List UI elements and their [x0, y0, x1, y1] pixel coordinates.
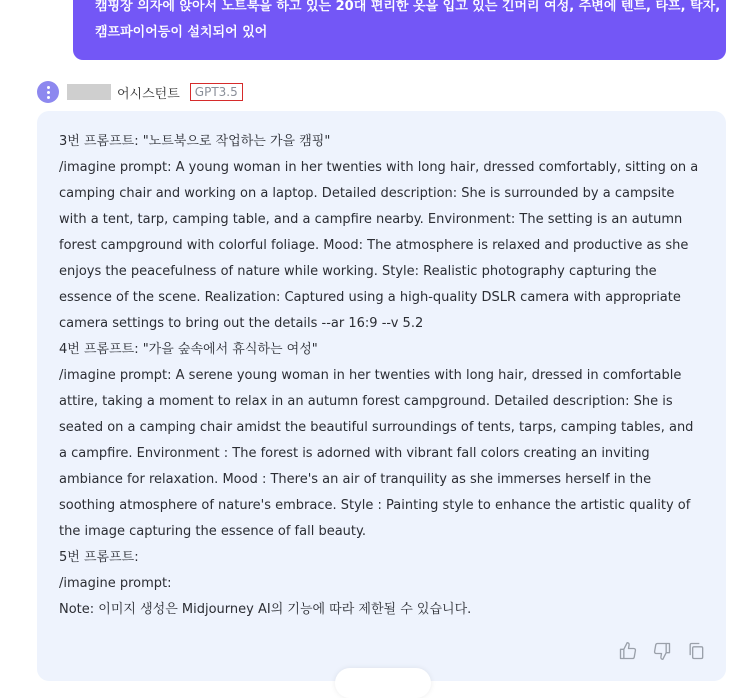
copy-icon[interactable]	[686, 641, 706, 661]
answer-line: soothing atmosphere of nature's embrace. Style : Painting style to enhance the artistic quality of	[59, 498, 691, 513]
answer-line: 3번 프롬프트: "노트북으로 작업하는 가을 캠핑"	[59, 134, 331, 149]
answer-text	[59, 129, 710, 623]
answer-line: /imagine prompt: A young woman in her twenties with long hair, dressed comfortably, sitting on a	[59, 160, 699, 175]
user-message-line: 캠프파이어등이 설치되어 있어	[95, 25, 268, 40]
answer-line: enjoys the peacefulness of nature while working. Style: Realistic photography capturing the	[59, 264, 657, 279]
model-badge: GPT3.5	[190, 83, 243, 101]
answer-line: /imagine prompt:	[59, 576, 172, 591]
answer-line: with a tent, tarp, camping table, and a campfire nearby. Environment: The setting is an autumn	[59, 212, 683, 227]
thumbs-up-icon[interactable]	[618, 641, 638, 661]
redacted-name	[67, 84, 111, 100]
answer-line: seated on a camping chair amidst the beautiful surroundings of tents, tarps, camping tables, and	[59, 420, 694, 435]
user-message-bubble	[73, 0, 726, 60]
answer-line: camera settings to bring out the details --ar 16:9 --v 5.2	[59, 316, 424, 331]
answer-line: camping chair and working on a laptop. Detailed description: She is surrounded by a campsite	[59, 186, 675, 201]
assistant-answer-card	[37, 111, 726, 681]
scroll-to-bottom-button[interactable]	[335, 668, 431, 698]
answer-line: /imagine prompt: A serene young woman in her twenties with long hair, dressed in comfortable	[59, 368, 682, 383]
assistant-avatar-icon	[37, 81, 59, 103]
assistant-header	[37, 80, 243, 104]
thumbs-down-icon[interactable]	[652, 641, 672, 661]
answer-line: 4번 프롬프트: "가을 숲속에서 휴식하는 여성"	[59, 342, 318, 357]
answer-line: Note: 이미지 생성은 Midjourney AI의 기능에 따라 제한될 수 있습니다.	[59, 602, 472, 617]
answer-actions	[618, 641, 706, 661]
answer-line: a campfire. Environment : The forest is adorned with vibrant fall colors creating an inviting	[59, 446, 650, 461]
user-message-line: 캠핑장 의자에 앉아서 노트북을 하고 있는 20대 편리한 옷을 입고 있는 긴머리 여성, 주변에 텐트, 타프, 탁자,	[95, 0, 721, 14]
answer-line: the image capturing the essence of fall beauty.	[59, 524, 366, 539]
answer-line: attire, taking a moment to relax in an autumn forest campground. Detailed description: She is	[59, 394, 673, 409]
answer-line: ambiance for relaxation. Mood : There's an air of tranquility as she immerses herself in the	[59, 472, 652, 487]
assistant-name: 어시스턴트	[117, 86, 180, 102]
answer-line: 5번 프롬프트:	[59, 550, 139, 565]
answer-line: essence of the scene. Realization: Captured using a high-quality DSLR camera with appropriate	[59, 290, 681, 305]
answer-line: forest campground with colorful foliage. Mood: The atmosphere is relaxed and productive as she	[59, 238, 689, 253]
